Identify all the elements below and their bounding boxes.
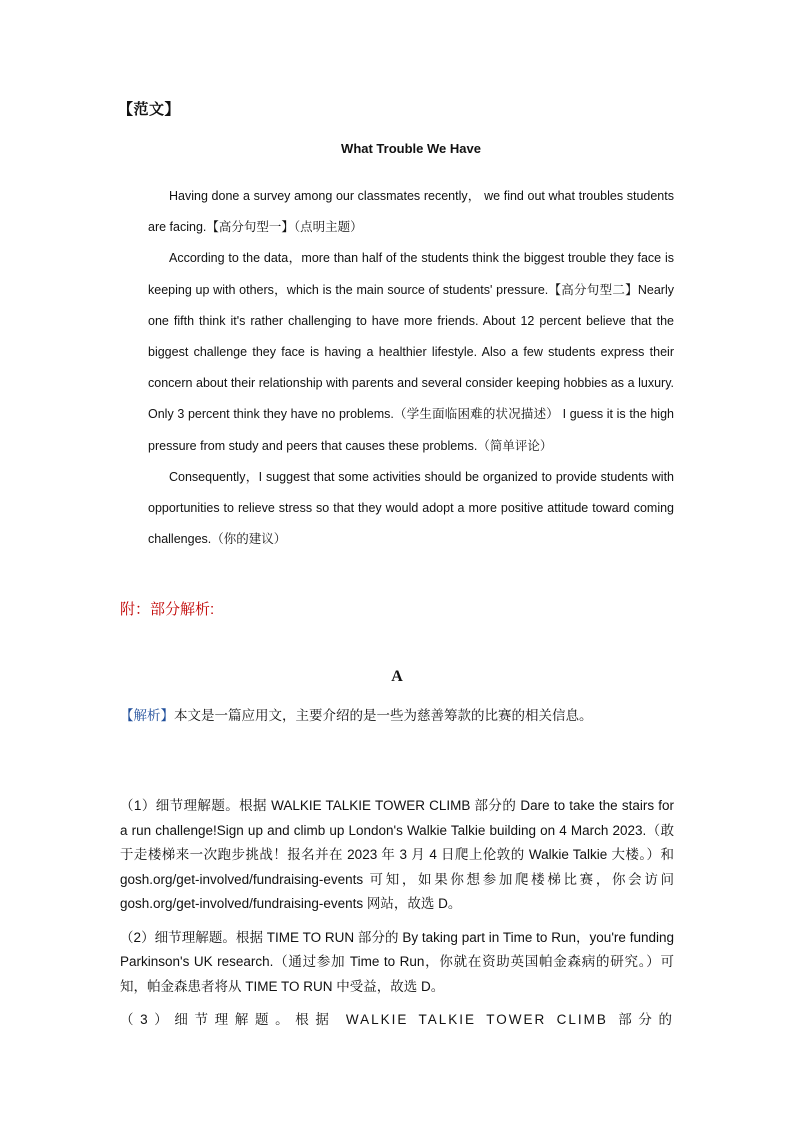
essay-paragraph-body: According to the data，more than half of the students think the biggest trouble they face is keeping up with others，which is the main source of students' pressure.【高分句型二】Nearly one fifth think it's rather challenging to have more friends. About 12 percent believe that the biggest challenge they face is having a healthier lifestyle. Also a few students express their concern about their relationship with parents and several consider keeping hobbies as a luxury. Only 3 percent think they have no problems.（学生面临困难的状况描述） I guess it is the high pressure from study and peers that causes these problems.（简单评论） xyxy=(148,251,674,453)
answer-explanation-2: （2）细节理解题。根据 TIME TO RUN 部分的 By taking part in Time to Run，you're funding Parkinson's UK research.（通过参加 Time to Run，你就在资助英国帕金森病的研究。）可知，帕金森患者将从 TIME TO RUN 中受益，故选 D。 xyxy=(120,929,674,994)
answer-explanations xyxy=(120,794,674,1042)
analysis-text: 本文是一篇应用文，主要介绍的是一些为慈善筹款的比赛的相关信息。 xyxy=(174,708,593,723)
analysis-tag: 【解析】 xyxy=(120,708,174,723)
appendix-heading: 附：部分解析: xyxy=(120,601,215,618)
essay-body xyxy=(148,181,674,555)
essay-title: What Trouble We Have xyxy=(341,141,481,156)
essay-paragraph-intro: Having done a survey among our classmates recently， we find out what troubles students are facing.【高分句型一】（点明主题） xyxy=(148,189,674,235)
answer-explanation-3: （3）细节理解题。根据 WALKIE TALKIE TOWER CLIMB 部分的 xyxy=(120,1012,674,1027)
model-essay-heading: 【范文】 xyxy=(118,101,181,118)
answer-explanation-1: （1）细节理解题。根据 WALKIE TALKIE TOWER CLIMB 部分的 Dare to take the stairs for a run challenge!Sign up and climb up London's Walkie Talkie building on 4 March 2023.（敢于走楼梯来一次跑步挑战！报名并在 2023 年 3 月 4 日爬上伦敦的 Walkie Talkie 大楼。）和 gosh.org/get-involved/fundraising-events 可知，如果你想参加爬楼梯比赛，你会访问 gosh.org/get-involved/fundraising-events 网站，故选 D。 xyxy=(120,798,674,911)
section-letter: A xyxy=(391,668,403,685)
essay-paragraph-suggestion: Consequently，I suggest that some activities should be organized to provide students with opportunities to relieve stress so that they would adopt a more positive attitude toward coming challenges.（你的建议） xyxy=(148,469,674,547)
analysis-line xyxy=(120,704,674,728)
